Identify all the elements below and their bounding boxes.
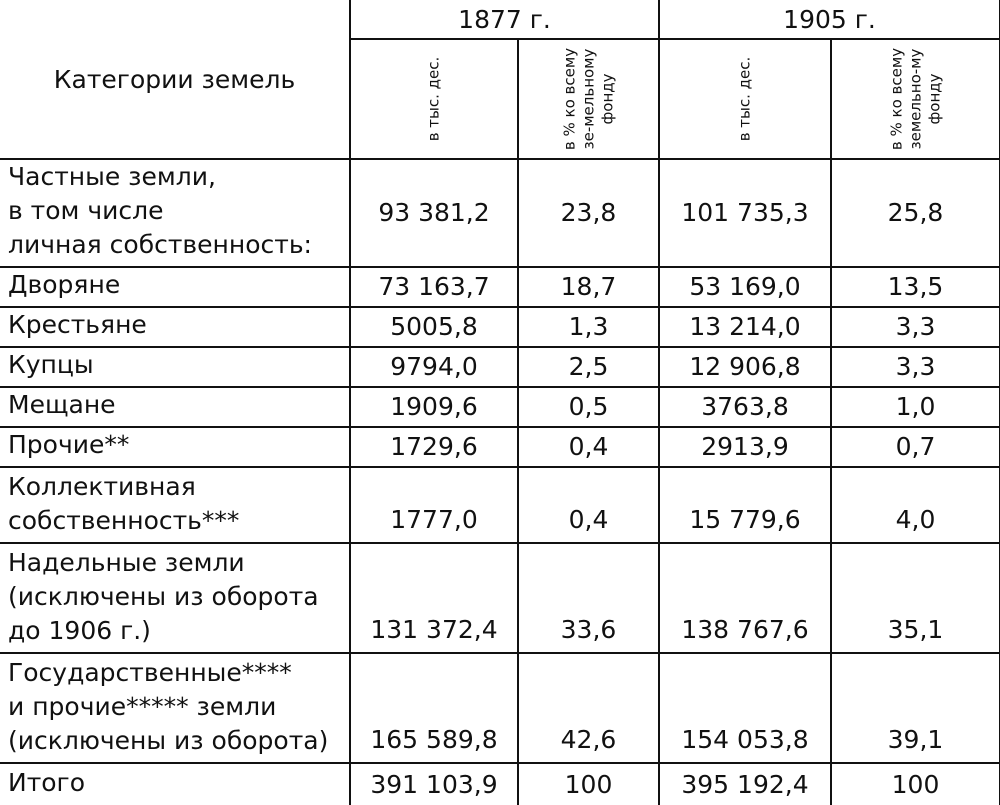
percent-1905: 3,3	[831, 307, 1000, 347]
table-row	[0, 467, 1000, 543]
pct-1905-header	[831, 39, 1000, 159]
category-header: Категории земель	[0, 0, 350, 159]
value-1905: 101 735,3	[659, 159, 831, 267]
percent-1877: 2,5	[518, 347, 659, 387]
row-label: Мещане	[0, 387, 350, 427]
abs-1877-header-text: в тыс. дес.	[424, 56, 443, 142]
percent-1905: 35,1	[831, 543, 1000, 653]
table-row	[0, 387, 1000, 427]
value-1877: 9794,0	[350, 347, 518, 387]
year-header-row	[0, 0, 1000, 39]
value-1905: 13 214,0	[659, 307, 831, 347]
percent-1905: 3,3	[831, 347, 1000, 387]
percent-1905: 39,1	[831, 653, 1000, 763]
percent-1905: 25,8	[831, 159, 1000, 267]
value-1905: 138 767,6	[659, 543, 831, 653]
total-percent-1905: 100	[831, 763, 1000, 805]
row-label: Коллективная собственность***	[0, 467, 350, 543]
percent-1877: 23,8	[518, 159, 659, 267]
row-label: Частные земли, в том числе личная собственность:	[0, 159, 350, 267]
value-1905: 154 053,8	[659, 653, 831, 763]
row-label: Надельные земли (исключены из оборота до 1906 г.)	[0, 543, 350, 653]
percent-1877: 18,7	[518, 267, 659, 307]
value-1877: 1729,6	[350, 427, 518, 467]
percent-1877: 33,6	[518, 543, 659, 653]
abs-1877-header	[350, 39, 518, 159]
row-label: Крестьяне	[0, 307, 350, 347]
table-row	[0, 159, 1000, 267]
table-row	[0, 653, 1000, 763]
value-1877: 5005,8	[350, 307, 518, 347]
value-1905: 15 779,6	[659, 467, 831, 543]
percent-1877: 0,4	[518, 467, 659, 543]
total-percent-1877: 100	[518, 763, 659, 805]
value-1905: 2913,9	[659, 427, 831, 467]
total-label: Итого	[0, 763, 350, 805]
value-1877: 1777,0	[350, 467, 518, 543]
percent-1877: 1,3	[518, 307, 659, 347]
table-row	[0, 267, 1000, 307]
value-1877: 131 372,4	[350, 543, 518, 653]
value-1877: 93 381,2	[350, 159, 518, 267]
total-value-1905: 395 192,4	[659, 763, 831, 805]
percent-1905: 1,0	[831, 387, 1000, 427]
value-1905: 3763,8	[659, 387, 831, 427]
value-1905: 12 906,8	[659, 347, 831, 387]
pct-1877-header-text: в % ко всему зе-мельному фонду	[560, 47, 616, 151]
value-1905: 53 169,0	[659, 267, 831, 307]
table-row	[0, 543, 1000, 653]
percent-1905: 0,7	[831, 427, 1000, 467]
abs-1905-header-text: в тыс. дес.	[735, 56, 754, 142]
value-1877: 1909,6	[350, 387, 518, 427]
total-value-1877: 391 103,9	[350, 763, 518, 805]
value-1877: 165 589,8	[350, 653, 518, 763]
row-label: Прочие**	[0, 427, 350, 467]
percent-1877: 0,5	[518, 387, 659, 427]
percent-1877: 42,6	[518, 653, 659, 763]
table-row	[0, 347, 1000, 387]
total-row	[0, 763, 1000, 805]
percent-1905: 4,0	[831, 467, 1000, 543]
year-1877-header: 1877 г.	[350, 0, 659, 39]
year-1905-header: 1905 г.	[659, 0, 1000, 39]
percent-1877: 0,4	[518, 427, 659, 467]
pct-1905-header-text: в % ко всему земельно-му фонду	[887, 47, 943, 151]
table-row	[0, 307, 1000, 347]
pct-1877-header	[518, 39, 659, 159]
value-1877: 73 163,7	[350, 267, 518, 307]
table-row	[0, 427, 1000, 467]
percent-1905: 13,5	[831, 267, 1000, 307]
row-label: Государственные**** и прочие***** земли (исключены из оборота)	[0, 653, 350, 763]
abs-1905-header	[659, 39, 831, 159]
row-label: Дворяне	[0, 267, 350, 307]
row-label: Купцы	[0, 347, 350, 387]
